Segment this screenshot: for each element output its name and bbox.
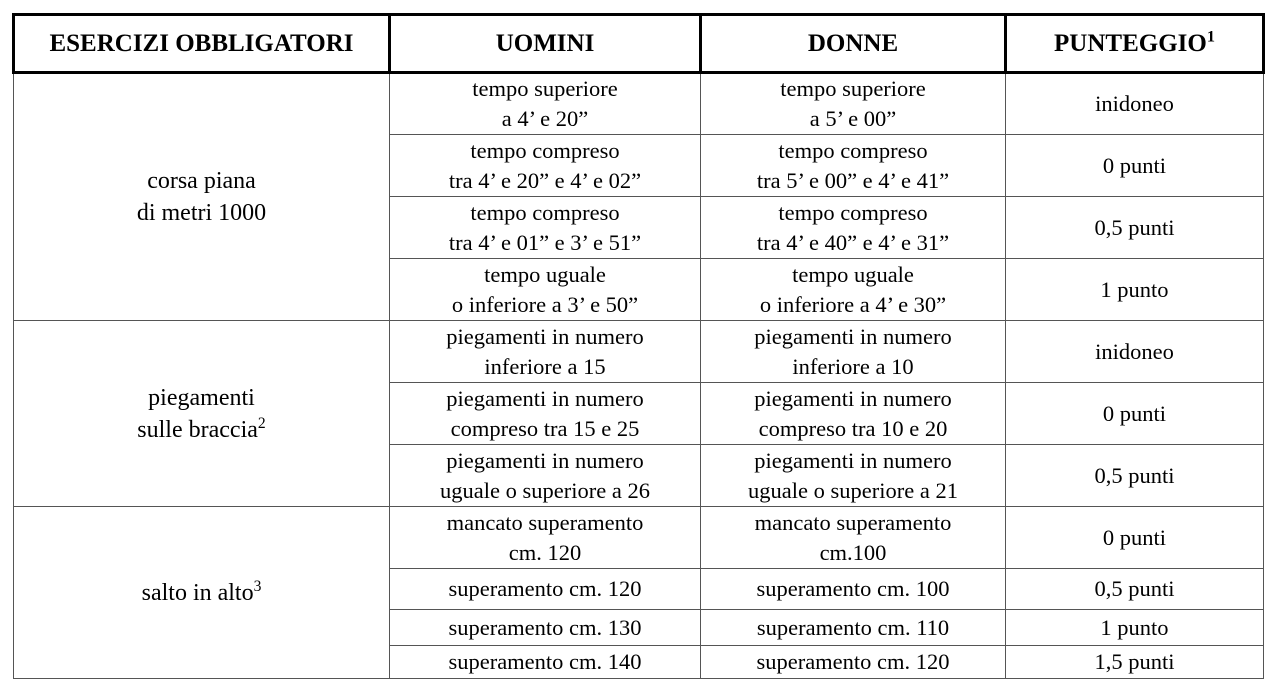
header-punteggio-label: PUNTEGGIO: [1054, 29, 1207, 57]
table-row: [14, 507, 1264, 569]
donne-criterion-line: tempo compreso: [778, 137, 928, 163]
uomini-criterion-cell: [390, 73, 701, 135]
footnote-marker: 2: [257, 414, 266, 432]
header-donne: [701, 15, 1006, 73]
donne-criterion-line: cm.100: [819, 539, 887, 565]
score-cell: 0 punti: [1006, 135, 1264, 197]
uomini-criterion-line: piegamenti in numero: [446, 447, 644, 473]
uomini-criterion-cell: [390, 445, 701, 507]
donne-criterion-line: inferiore a 10: [792, 353, 914, 379]
uomini-criterion-line: tempo superiore: [472, 76, 618, 101]
uomini-criterion-cell: [390, 610, 701, 646]
score-cell: 1 punto: [1006, 259, 1264, 321]
donne-criterion-line: tempo uguale: [792, 261, 914, 287]
uomini-criterion-cell: [390, 259, 701, 321]
donne-criterion-line: tempo compreso: [778, 199, 928, 225]
donne-criterion-cell: [701, 507, 1006, 569]
score-cell: 0 punti: [1006, 383, 1264, 445]
score-cell: 0 punti: [1006, 507, 1264, 569]
header-esercizi: [14, 15, 390, 73]
donne-criterion-line: superamento cm. 120: [756, 649, 950, 674]
score-cell: 0,5 punti: [1006, 197, 1264, 259]
uomini-criterion-cell: [390, 383, 701, 445]
donne-criterion-line: piegamenti in numero: [754, 447, 952, 473]
exercise-name-line: di metri 1000: [136, 200, 267, 226]
uomini-criterion-cell: [390, 569, 701, 610]
table-row: [14, 321, 1264, 383]
donne-criterion-cell: [701, 445, 1006, 507]
donne-criterion-cell: [701, 321, 1006, 383]
donne-criterion-line: mancato superamento: [754, 509, 952, 535]
uomini-criterion-line: uguale o superiore a 26: [440, 477, 650, 503]
uomini-criterion-line: tra 4’ e 01” e 3’ e 51”: [448, 229, 642, 255]
donne-criterion-cell: [701, 259, 1006, 321]
table-body: [14, 73, 1264, 679]
header-esercizi-label: ESERCIZI OBBLIGATORI: [49, 29, 354, 57]
donne-criterion-line: tra 4’ e 40” e 4’ e 31”: [756, 229, 950, 255]
exercise-name-line: [18, 414, 385, 446]
donne-criterion-line: tra 5’ e 00” e 4’ e 41”: [756, 167, 950, 193]
header-donne-label: DONNE: [807, 29, 899, 57]
donne-criterion-cell: [701, 646, 1006, 679]
uomini-criterion-cell: [390, 646, 701, 679]
uomini-criterion-line: cm. 120: [508, 539, 582, 565]
uomini-criterion-line: inferiore a 15: [484, 353, 606, 379]
header-punteggio: [1006, 15, 1264, 73]
uomini-criterion-line: o inferiore a 3’ e 50”: [451, 291, 639, 317]
donne-criterion-line: superamento cm. 100: [756, 576, 950, 601]
donne-criterion-line: piegamenti in numero: [754, 323, 952, 349]
exercise-name-cell: [14, 321, 390, 507]
uomini-criterion-cell: [390, 135, 701, 197]
exercise-name-text: salto in alto: [141, 579, 254, 606]
score-cell: inidoneo: [1006, 73, 1264, 135]
exercise-name-line: corsa piana: [147, 168, 256, 194]
header-row: [14, 15, 1264, 73]
exercise-name-line: [18, 577, 385, 609]
donne-criterion-cell: [701, 610, 1006, 646]
donne-criterion-line: uguale o superiore a 21: [748, 477, 958, 503]
uomini-criterion-line: superamento cm. 120: [448, 576, 642, 601]
score-cell: 0,5 punti: [1006, 445, 1264, 507]
donne-criterion-line: compreso tra 10 e 20: [758, 415, 948, 441]
score-cell: inidoneo: [1006, 321, 1264, 383]
uomini-criterion-line: tempo compreso: [470, 137, 620, 163]
uomini-criterion-line: superamento cm. 140: [448, 649, 642, 674]
donne-criterion-cell: [701, 569, 1006, 610]
header-uomini: [390, 15, 701, 73]
uomini-criterion-line: tra 4’ e 20” e 4’ e 02”: [448, 167, 642, 193]
table-row: [14, 73, 1264, 135]
score-table: [12, 13, 1265, 679]
exercise-name-cell: [14, 507, 390, 679]
score-cell: 1 punto: [1006, 610, 1264, 646]
uomini-criterion-line: compreso tra 15 e 25: [450, 415, 640, 441]
uomini-criterion-cell: [390, 321, 701, 383]
donne-criterion-line: a 5’ e 00”: [809, 106, 897, 131]
exercise-name-text: sulle braccia: [137, 416, 258, 443]
donne-criterion-cell: [701, 73, 1006, 135]
uomini-criterion-line: tempo compreso: [470, 199, 620, 225]
uomini-criterion-cell: [390, 507, 701, 569]
donne-criterion-cell: [701, 197, 1006, 259]
donne-criterion-line: piegamenti in numero: [754, 385, 952, 411]
exercise-name-line: piegamenti: [148, 384, 255, 411]
donne-criterion-cell: [701, 383, 1006, 445]
footnote-marker: 1: [1206, 27, 1215, 46]
donne-criterion-cell: [701, 135, 1006, 197]
score-cell: 0,5 punti: [1006, 569, 1264, 610]
donne-criterion-line: tempo superiore: [780, 76, 926, 101]
uomini-criterion-line: piegamenti in numero: [446, 385, 644, 411]
uomini-criterion-line: mancato superamento: [446, 509, 644, 535]
score-cell: 1,5 punti: [1006, 646, 1264, 679]
donne-criterion-line: o inferiore a 4’ e 30”: [759, 291, 947, 317]
uomini-criterion-line: piegamenti in numero: [446, 323, 644, 349]
header-uomini-label: UOMINI: [495, 29, 595, 57]
uomini-criterion-line: tempo uguale: [484, 261, 606, 287]
exercise-name-cell: [14, 73, 390, 321]
uomini-criterion-cell: [390, 197, 701, 259]
uomini-criterion-line: superamento cm. 130: [448, 614, 642, 640]
uomini-criterion-line: a 4’ e 20”: [501, 106, 589, 131]
donne-criterion-line: superamento cm. 110: [756, 614, 950, 640]
footnote-marker: 3: [253, 577, 262, 595]
